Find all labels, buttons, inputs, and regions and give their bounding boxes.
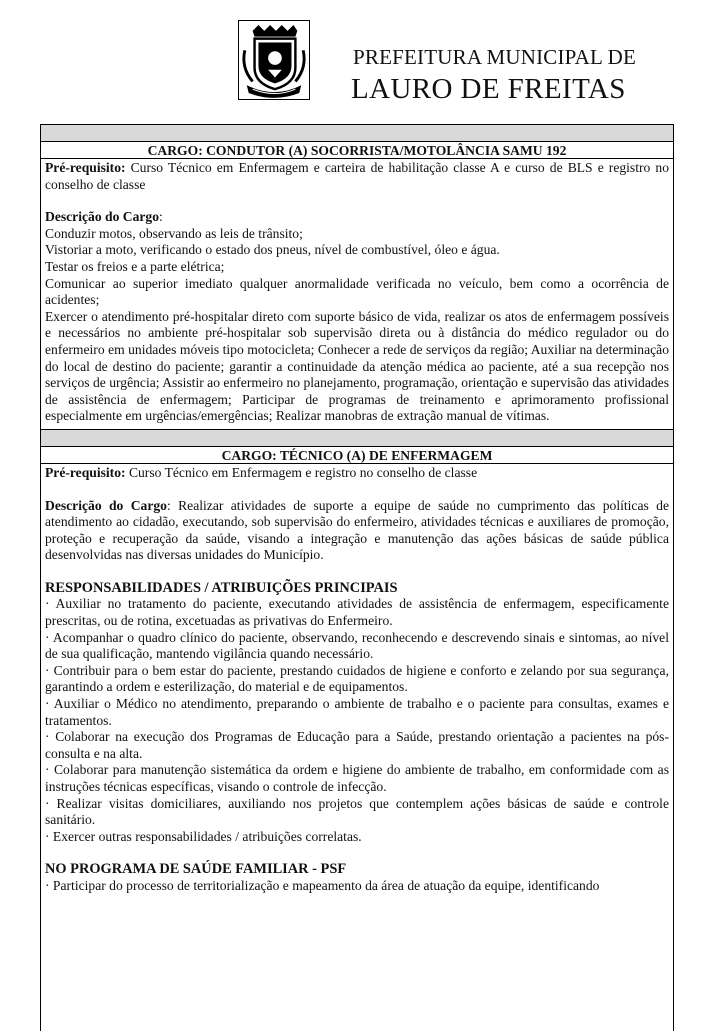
crest-emblem-icon xyxy=(239,21,309,99)
description-paragraph xyxy=(45,498,669,564)
responsibility-item: · Contribuir para o bem estar do paciente, prestando cuidados de higiene e conforto e zelando por sua segurança, garantindo a ordem e esterilização, do material e de equipamentos. xyxy=(45,662,669,695)
responsibility-item: · Auxiliar o Médico no atendimento, preparando o ambiente de trabalho e o paciente para consultas, exames e tratamentos. xyxy=(45,696,669,728)
duty-line: Vistoriar a moto, verificando o estado dos pneus, nível de combustível, óleo e água. xyxy=(45,242,500,258)
responsibility-item: · Colaborar na execução dos Programas de Educação para a Saúde, prestando orientação a pacientes na pós-consulta e na alta. xyxy=(45,729,669,761)
responsibility-item: · Auxiliar no tratamento do paciente, executando atividades de assistência de enfermagem, especificamente prescritas, ou de rotina, excetuadas as privativas do Enfermeiro. xyxy=(45,596,669,629)
cargo-title-tecnico: CARGO: TÉCNICO (A) DE ENFERMAGEM xyxy=(41,447,673,464)
description-text: : Realizar atividades de suporte a equipe de saúde no cumprimento das políticas de atendimento ao cidadão, executando, sob supervisão do enfermeiro, atividades técnicas e auxiliares de promoção, proteção e recuperação da saúde, visando a integração e manutenção das ações básicas de saúde pública desenvolvidas nas diversas unidades do Município. xyxy=(45,497,669,563)
responsibilities-heading: RESPONSABILIDADES / ATRIBUIÇÕES PRINCIPAIS xyxy=(45,579,398,596)
responsibility-item: · Exercer outras responsabilidades / atribuições correlatas. xyxy=(45,828,362,844)
prerequisite-paragraph xyxy=(45,465,669,482)
description-label: Descrição do Cargo xyxy=(45,497,167,513)
shaded-separator-row xyxy=(41,125,673,142)
description-heading xyxy=(45,209,669,226)
duty-line: Conduzir motos, observando as leis de trânsito; xyxy=(45,225,303,241)
description-label: Descrição do Cargo xyxy=(45,209,160,225)
prerequisite-label: Pré-requisito: xyxy=(45,464,126,480)
psf-item: · Participar do processo de territorialização e mapeamento da área de atuação da equipe, identificando xyxy=(45,877,600,893)
prerequisite-label: Pré-requisito: xyxy=(45,160,126,175)
cargo-title-condutor: CARGO: CONDUTOR (A) SOCORRISTA/MOTOLÂNCIA SAMU 192 xyxy=(41,142,673,159)
shaded-separator-row xyxy=(41,429,673,447)
prerequisite-text: Curso Técnico em Enfermagem e carteira de habilitação classe A e curso de BLS e registro no conselho de classe xyxy=(45,160,669,192)
job-description-table xyxy=(40,124,674,1031)
description-colon: : xyxy=(159,209,163,225)
responsibility-item: · Acompanhar o quadro clínico do paciente, observando, reconhecendo e descrevendo sinais e sintomas, ao nível de sua qualificação, mantendo vigilância quando necessário. xyxy=(45,629,669,662)
cargo-body-tecnico xyxy=(41,464,673,899)
municipal-crest-logo xyxy=(238,20,310,100)
prerequisite-text: Curso Técnico em Enfermagem e registro no conselho de classe xyxy=(125,464,478,480)
page-header xyxy=(0,0,728,118)
duty-line: Comunicar ao superior imediato qualquer anormalidade verificada no veículo, bem como a ocorrência de acidentes; xyxy=(45,275,669,308)
prefeitura-heading: PREFEITURA MUNICIPAL DE xyxy=(353,45,637,69)
prerequisite-paragraph xyxy=(45,160,669,193)
cargo-body-condutor xyxy=(41,159,673,429)
responsibility-item: · Colaborar para manutenção sistemática da ordem e higiene do ambiente de trabalho, em conformidade com as instruções técnicas específicas, visando o controle de infecção. xyxy=(45,762,669,794)
duty-line: Testar os freios e a parte elétrica; xyxy=(45,258,225,274)
duty-line: Exercer o atendimento pré-hospitalar direto com suporte básico de vida, realizar os atos de enfermagem possíveis e necessários no ambiente pré-hospitalar sob supervisão direta ou à distância do médico regulador ou do enfermeiro em unidades móveis tipo motocicleta; Conhecer a rede de serviços da região; Auxiliar na determinação do local de destino do paciente; garantir a continuidade da atenção médica ao paciente, até a sua recepção nos serviços de urgência; Assistir ao enfermeiro no planejamento, programação, orientação e supervisão das atividades de assistência de enfermagem; Participar de programas de treinamento e aprimoramento profissional especialmente em urgências/emergências; Realizar manobras de extração manual de vítimas. xyxy=(45,308,669,424)
psf-heading: NO PROGRAMA DE SAÚDE FAMILIAR - PSF xyxy=(45,861,347,878)
responsibility-item: · Realizar visitas domiciliares, auxiliando nos projetos que contemplem ações básicas de saúde e controle sanitário. xyxy=(45,795,669,828)
municipality-name: LAURO DE FREITAS xyxy=(351,73,626,105)
